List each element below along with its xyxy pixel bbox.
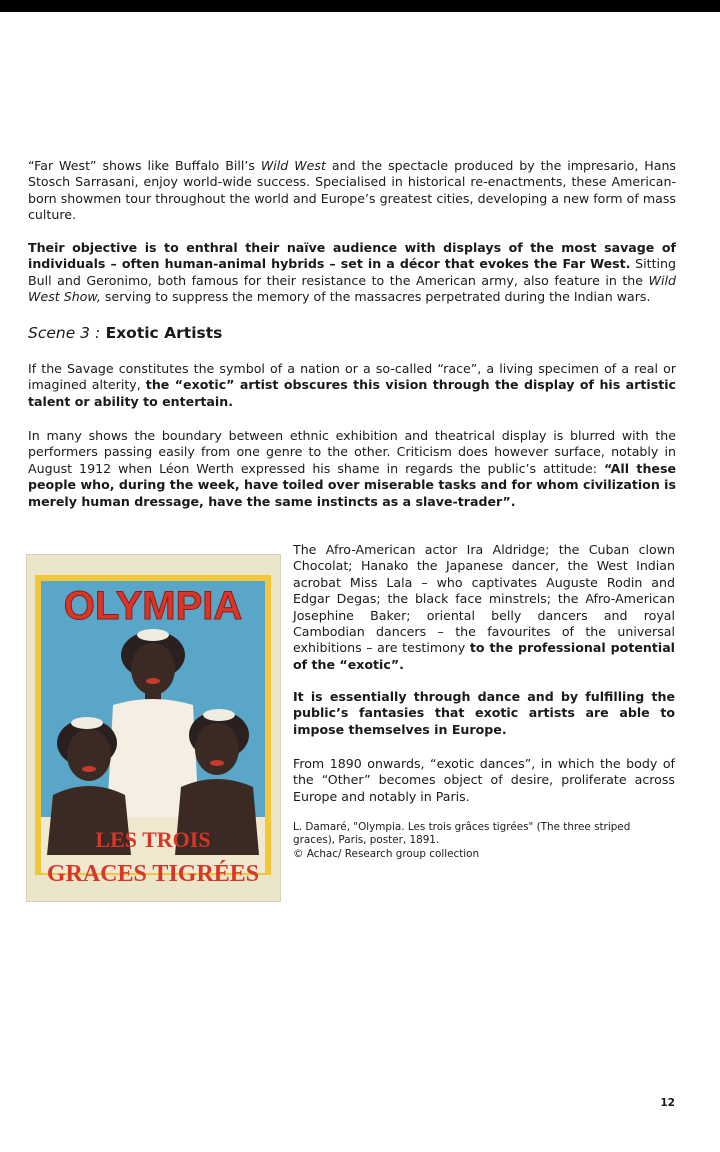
right-paragraph-7 (293, 756, 675, 805)
caption-text: L. Damaré, "Olympia. Les trois grâces tigrées" (The three striped graces), Paris, poster, 1891. (293, 821, 631, 847)
body-paragraph-4 (28, 428, 676, 510)
poster-subtitle-line1: LES TROIS (95, 827, 211, 852)
status-bar (0, 0, 720, 12)
poster-subtitle-line2: GRACES TIGRÉES (46, 861, 260, 887)
text-span: In many shows the boundary between ethnic exhibition and theatrical display is blurred with the performers passing easily from one genre to the other. Criticism does however surface, notably in August 1912 when Léon Werth expressed his shame in regards the public’s attitude: (28, 428, 676, 476)
text-span: and the spectacle produced by the impresario, Hans Stosch Sarrasani, enjoy world-wide success. Specialised in historical re-enactments, these American-born showmen tour throughout the world and Europe’s greatest cities, developing a new form of mass culture. (28, 158, 676, 223)
text-span: serving to suppress the memory of the massacres perpetrated during the Indian wars. (100, 289, 651, 305)
body-paragraph-3 (28, 361, 676, 410)
right-paragraph-5 (293, 542, 675, 673)
caption-credit: © Achac/ Research group collection (293, 847, 480, 860)
intro-paragraph-2 (28, 240, 676, 306)
poster-illustration (27, 555, 280, 901)
text-paragraph: From 1890 onwards, “exotic dances”, in which the body of the “Other” becomes object of desire, proliferate across Europe and notably in Paris. (293, 756, 675, 804)
image-caption (293, 821, 675, 861)
olympia-poster-image (27, 555, 280, 901)
right-paragraph-6 (293, 689, 675, 738)
section-heading (28, 323, 222, 343)
document-page (0, 12, 720, 1152)
text-span: Sitting Bull and Geronimo, both famous for their resistance to the American army, also feature in the (28, 256, 676, 288)
text-span: If the Savage constitutes the symbol of a nation or a so-called “race”, a living specimen of a real or imagined alterity, (28, 361, 676, 393)
italic-title: Wild West Show, (28, 272, 676, 305)
page-number: 12 (660, 1097, 675, 1109)
text-span: The Afro-American actor Ira Aldridge; the Cuban clown Chocolat; Hanako the Japanese dancer, the West Indian acrobat Miss Lala – who captivates Auguste Rodin and Edgar Degas; the black face minstrels; the Afro-American Josephine Baker; oriental belly dancers and royal Cambodian dancers – the favourites of the universal exhibitions – are testimony (293, 542, 675, 656)
bold-statement: Their objective is to enthral their naïve audience with displays of the most savage of individuals – often human-animal hybrids – set in a décor that evokes the Far West. (28, 240, 676, 272)
intro-paragraph-1 (28, 158, 676, 224)
bold-statement: to the professional potential of the “exotic”. (293, 640, 676, 672)
italic-title: Wild West (260, 158, 326, 173)
section-title: Exotic Artists (100, 324, 223, 342)
bold-quote: “All these people who, during the week, have toiled over miserable tasks and for whom civilization is merely human dressage, have the same instincts as a slave-trader”. (28, 460, 676, 509)
scene-label: Scene 3 : (28, 324, 101, 342)
text-span: “Far West” shows like Buffalo Bill’s (28, 158, 261, 173)
bold-statement: the “exotic” artist obscures this vision through the display of his artistic talent or ability to entertain. (28, 377, 676, 409)
poster-title-olympia: OLYMPIA (63, 584, 243, 628)
bold-paragraph: It is essentially through dance and by fulfilling the public’s fantasies that exotic artists are able to impose themselves in Europe. (293, 689, 675, 737)
